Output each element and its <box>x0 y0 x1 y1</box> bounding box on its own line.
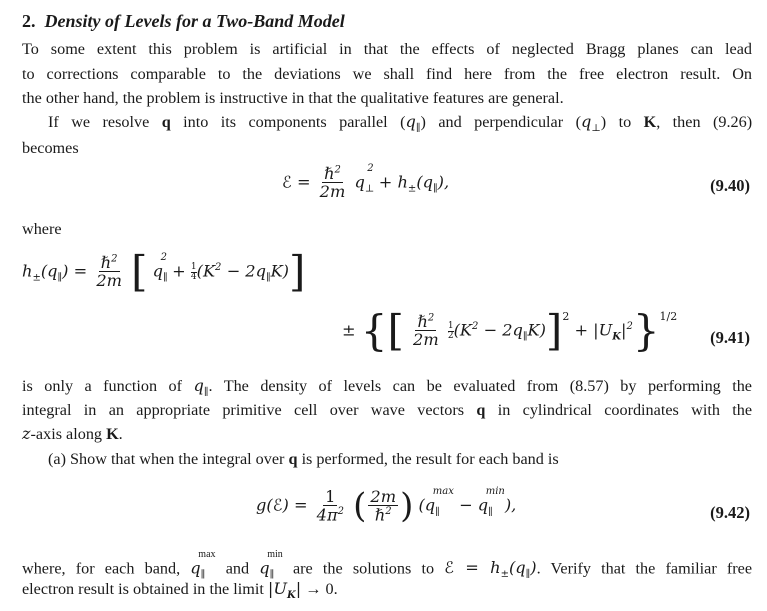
equation-9-40: ℰ = $\frac{\hbar^2}{2m}$ $q_\perp^2 + h_\pm(q_\parallel)$, <box>282 163 450 201</box>
equation-number: (9.41) <box>710 328 750 347</box>
paragraph-line: electron result is obtained in the limit $|U_K| \to 0$. <box>22 579 338 602</box>
paragraph-line: integral in an appropriate primitive cell over wave vectors q in cylindrical coordinates with the <box>22 401 753 419</box>
paragraph-line: (a) Show that when the integral over q is performed, the result for each band is <box>48 450 559 468</box>
section-number: 2. <box>22 11 36 31</box>
paragraph-line: z-axis along K. <box>22 424 123 443</box>
paragraph-line: To some extent this problem is artificial in that the effects of neglected Bragg planes can lead <box>22 40 752 58</box>
paragraph-line: becomes <box>22 139 79 157</box>
equation-9-41-line-2: ± {[ $\frac{\hbar^2}{2m}$ $\frac{1}{2}$ $(K^2 - 2q_\parallel K)]^2 + |U_K|^2\}^{1/2}$ <box>342 306 678 355</box>
paragraph-line: If we resolve q into its components parallel $(q_\parallel)$ and perpendicular $(q_\perp)$ to K, then (9.26) <box>48 112 753 135</box>
equation-number: (9.42) <box>710 503 750 522</box>
section-heading <box>22 11 345 32</box>
paragraph-line: to corrections comparable to the deviations we shall find here from the free electron result. On <box>22 65 752 83</box>
paragraph-line: is only a function of $q_\parallel$. The density of levels can be evaluated from (8.57) by performing the <box>22 376 752 399</box>
paragraph-line: the other hand, the problem is instructive in that the qualitative features are general. <box>22 89 564 107</box>
equation-9-41-line-1: $h_\pm(q_\parallel)$ = $\frac{\hbar^2}{2m}$ [ $q_\parallel^2$ + $\frac{1}{4}$ $(K^2 - 2q_\parallel K)$] <box>22 247 306 296</box>
paragraph-line: where <box>22 220 62 238</box>
equation-number: (9.40) <box>710 176 750 195</box>
equation-9-42: g(ℰ) = $\frac{1}{4\pi^2}$ ( $\frac{2m}{\hbar^2}$ ) $(q_\parallel^{max} - q_\parallel^{min})$, <box>256 486 517 527</box>
paragraph-line: where, for each band, $q_\parallel^{max}$ and $q_\parallel^{min}$ are the solutions to ℰ = $h_\pm(q_\parallel)$. Verify that the familiar free <box>22 549 753 581</box>
section-title: Density of Levels for a Two-Band Model <box>44 11 345 31</box>
